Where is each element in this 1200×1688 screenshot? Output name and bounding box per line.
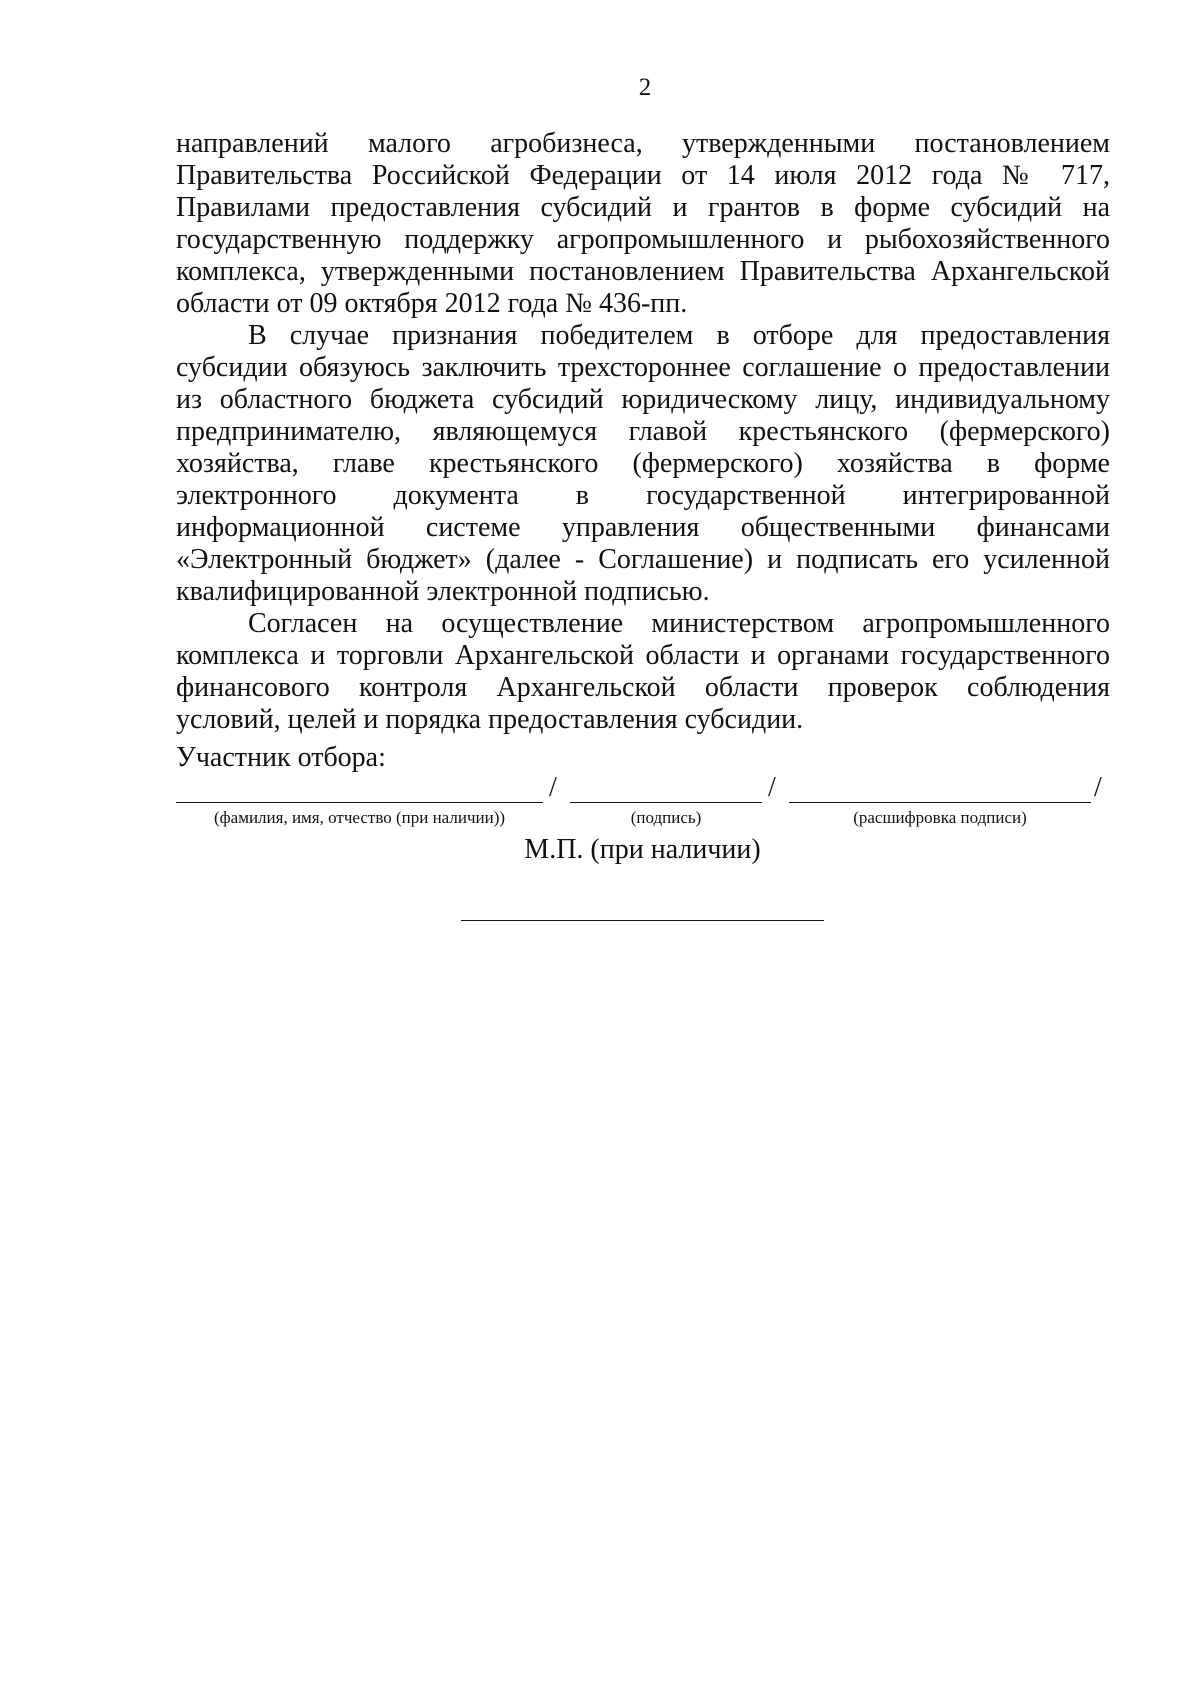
separator-slash: / bbox=[1094, 772, 1102, 803]
signature-transcript-line bbox=[789, 802, 1091, 804]
full-name-caption: (фамилия, имя, отчество (при наличии)) bbox=[213, 808, 506, 827]
separator-slash: / bbox=[549, 772, 557, 803]
signature-caption: (подпись) bbox=[630, 808, 702, 827]
paragraph: В случае признания победителем в отборе для предоставления субсидии обязуюсь заключить трехстороннее соглашение о предоставлении из областного бюджета субсидий юридическому лицу, индивидуальному предпринимателю, являющемуся главой крестьянского (фермерского) хозяйства, главе крестьянского (фермерского) хозяйства в форме электронного документа в государственной интегрированной информационной системе управления общественными финансами «Электронный бюджет» (далее - Соглашение) и подписать его усиленной квалифицированной электронной подписью. bbox=[176, 320, 1110, 607]
paragraph: Согласен на осуществление министерством агропромышленного комплекса и торговли Архангельской области и органами государственного финансового контроля Архангельской области проверок соблюдения условий, целей и порядка предоставления субсидии. bbox=[176, 608, 1110, 735]
separator-slash: / bbox=[768, 772, 776, 803]
document-body bbox=[176, 128, 1110, 736]
participant-label: Участник отбора: bbox=[176, 742, 386, 773]
page-number: 2 bbox=[638, 74, 652, 101]
stamp-note: М.П. (при наличии) bbox=[524, 834, 761, 865]
signature-transcript-caption: (расшифровка подписи) bbox=[853, 808, 1027, 827]
paragraph: направлений малого агробизнеса, утвержденными постановлением Правительства Российской Федерации от 14 июля 2012 года № 717, Правилами предоставления субсидий и грантов в форме субсидий на государственную поддержку агропромышленного и рыбохозяйственного комплекса, утвержденными постановлением Правительства Архангельской области от 09 октября 2012 года № 436-пп. bbox=[176, 128, 1110, 319]
signature-line bbox=[570, 802, 762, 804]
full-name-line bbox=[176, 802, 543, 804]
end-rule bbox=[461, 920, 824, 921]
